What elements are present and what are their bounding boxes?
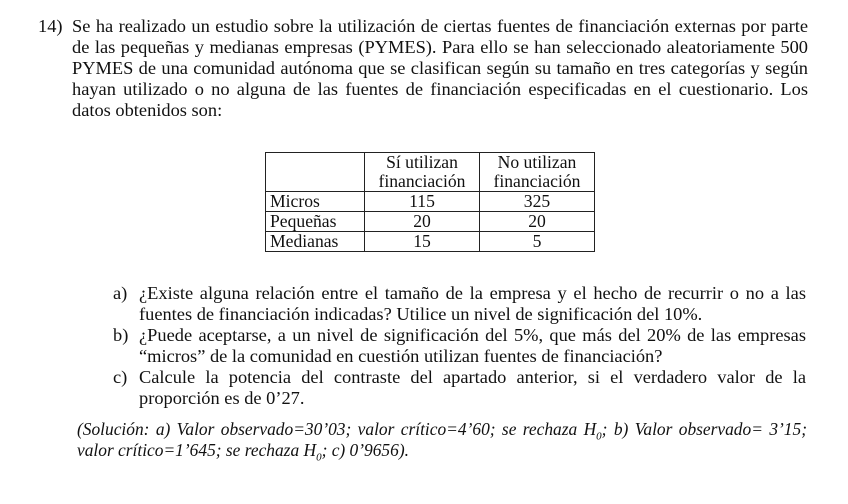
question-item [113, 325, 806, 367]
problem-text: Se ha realizado un estudio sobre la utilización de ciertas fuentes de financiación externas por parte de las pequeñas y medianas empresas (PYMES). Para ello se han seleccionado aleatoriamente 500 PYMES de una comunidad autónoma que se clasifican según su tamaño en tres categorías y según hayan utilizado o no alguna de las fuentes de financiación especificadas en el cuestionario. Los datos obtenidos son: [72, 16, 808, 120]
cell-si: 15 [365, 232, 480, 252]
solution-subscript1: 0 [596, 430, 602, 443]
question-letter: a) [113, 283, 128, 303]
cell-no: 5 [480, 232, 595, 252]
question-text: Calcule la potencia del contraste del apartado anterior, si el verdadero valor de la proporción es de 0’27. [139, 367, 806, 408]
solution-subscript2: 0 [316, 451, 322, 464]
header-si-line2: financiación [378, 171, 466, 191]
solution-part2: ; b) Valor observado= 3’15; valor crítico=1’645; se rechaza H [77, 419, 807, 460]
question-list [113, 283, 806, 409]
question-letter: c) [113, 367, 128, 387]
question-item [113, 367, 806, 409]
table-row [266, 232, 595, 252]
cell-no: 325 [480, 192, 595, 212]
header-no-line2: financiación [493, 171, 581, 191]
question-letter: b) [113, 325, 129, 345]
question-text: ¿Existe alguna relación entre el tamaño de la empresa y el hecho de recurrir o no a las fuentes de financiación indicadas? Utilice un nivel de significación del 10%. [139, 283, 806, 324]
table-row [266, 212, 595, 232]
header-no-line1: No utilizan [497, 152, 577, 172]
table-corner-cell [266, 153, 365, 192]
solution-part3: ; c) 0’9656). [321, 440, 409, 460]
cell-no: 20 [480, 212, 595, 232]
row-label: Pequeñas [266, 212, 365, 232]
header-si-line1: Sí utilizan [386, 152, 458, 172]
problem-statement [38, 16, 808, 121]
solution-text [77, 419, 807, 464]
contingency-table [265, 152, 595, 252]
solution-part1: (Solución: a) Valor observado=30’03; valor crítico=4’60; se rechaza H [77, 419, 597, 439]
header-si-utilizan [365, 153, 480, 192]
problem-number: 14) [38, 16, 63, 36]
header-no-utilizan [480, 153, 595, 192]
row-label: Micros [266, 192, 365, 212]
table-row [266, 192, 595, 212]
cell-si: 20 [365, 212, 480, 232]
row-label: Medianas [266, 232, 365, 252]
table-header-row [266, 153, 595, 192]
question-item [113, 283, 806, 325]
cell-si: 115 [365, 192, 480, 212]
question-text: ¿Puede aceptarse, a un nivel de significación del 5%, que más del 20% de las empresas “micros” de la comunidad en cuestión utilizan fuentes de financiación? [139, 325, 806, 366]
